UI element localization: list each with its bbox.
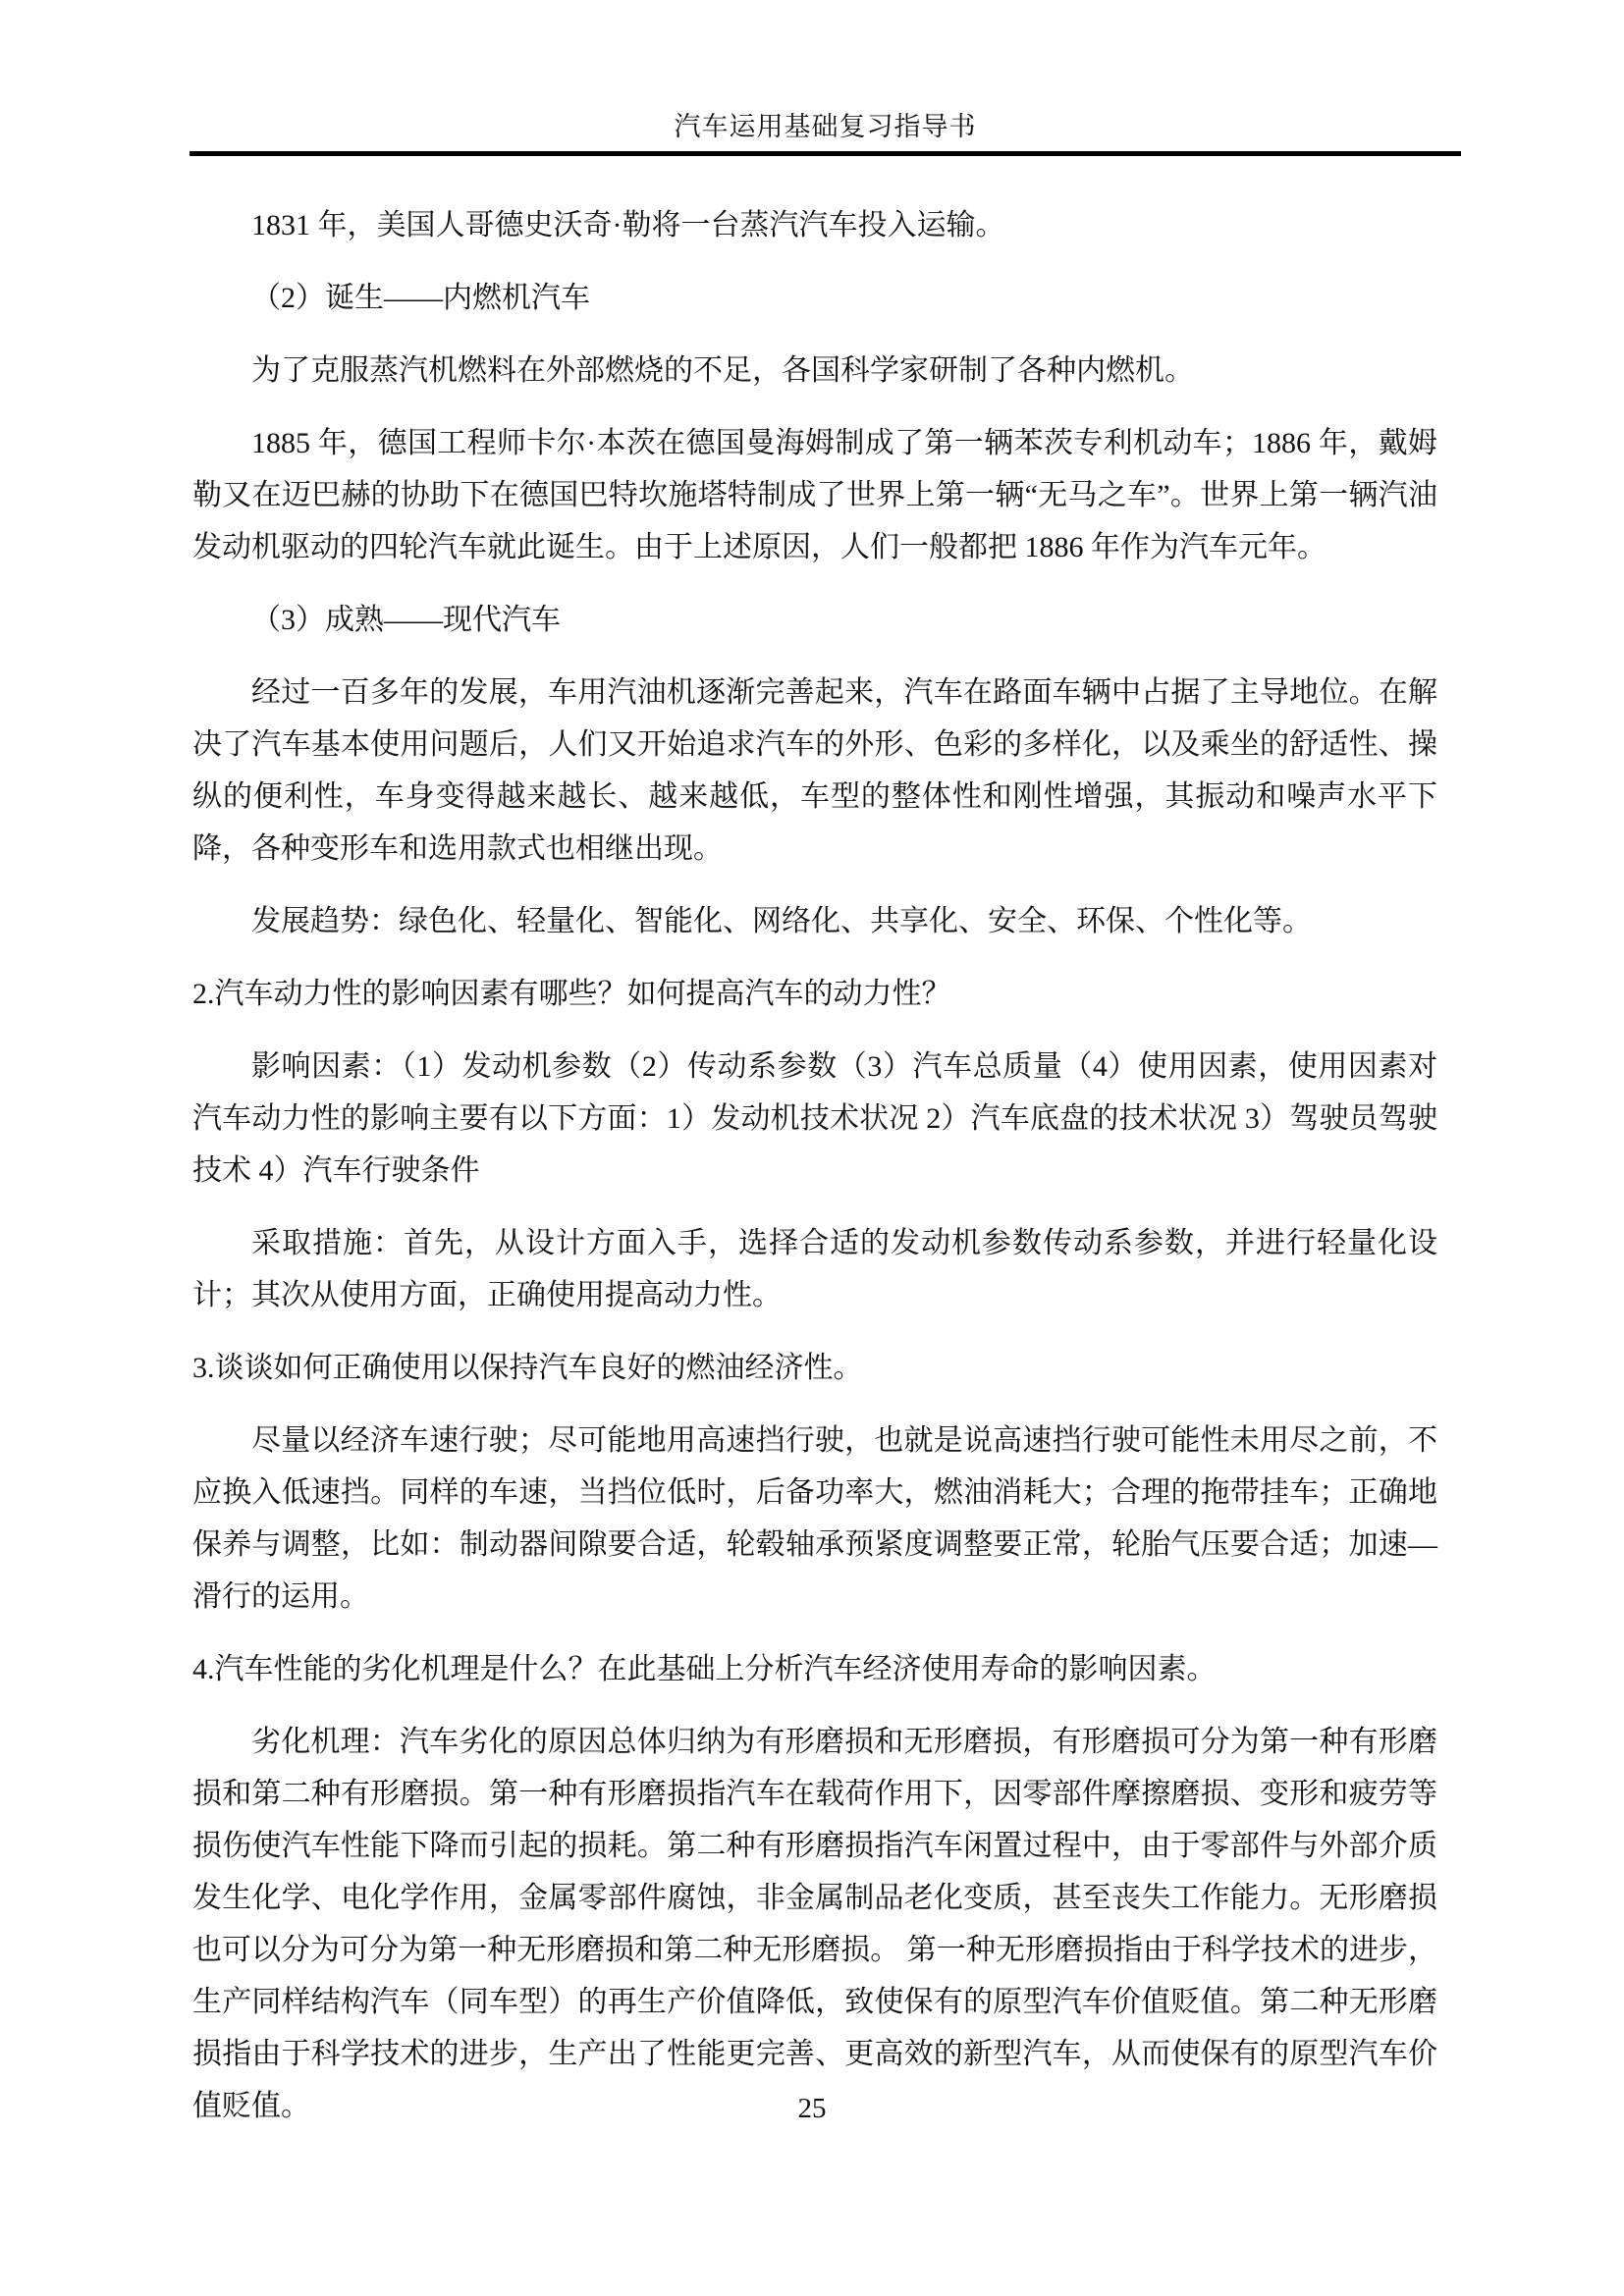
body-paragraph: 发展趋势：绿色化、轻量化、智能化、网络化、共享化、安全、环保、个性化等。 <box>251 905 1312 937</box>
question-heading: 2.汽车动力性的影响因素有哪些？如何提高汽车的动力性？ <box>192 978 951 1010</box>
body-paragraph: 尽量以经济车速行驶；尽可能地用高速挡行驶，也就是说高速挡行驶可能性未用尽之前，不应换入低速挡。同样的车速，当挡位低时，后备功率大，燃油消耗大；合理的拖带挂车；正确地保养与调整，比如：制动器间隙要合适，轮毂轴承预紧度调整要正常，轮胎气压要合适；加速—滑行的运用。 <box>192 1424 1437 1613</box>
body-paragraph: 为了克服蒸汽机燃料在外部燃烧的不足，各国科学家研制了各种内燃机。 <box>251 354 1194 387</box>
page-header-title: 汽车运用基础复习指导书 <box>674 112 977 141</box>
question-heading: 4.汽车性能的劣化机理是什么？在此基础上分析汽车经济使用寿命的影响因素。 <box>192 1653 1217 1685</box>
body-paragraph: 采取措施：首先，从设计方面入手，选择合适的发动机参数传动系参数，并进行轻量化设计；其次从使用方面，正确使用提高动力性。 <box>192 1227 1437 1311</box>
body-paragraph: （3）成熟——现代汽车 <box>251 604 561 636</box>
body-paragraph: 1885 年，德国工程师卡尔·本茨在德国曼海姆制成了第一辆苯茨专利机动车；1886 年，戴姆勒又在迈巴赫的协助下在德国巴特坎施塔特制成了世界上第一辆“无马之车”。世界上第一辆汽油发动机驱动的四轮汽车就此诞生。由于上述原因，人们一般都把 1886 年作为汽车元年。 <box>192 427 1437 563</box>
page-number: 25 <box>797 2093 827 2124</box>
body-paragraph: 影响因素：（1）发动机参数（2）传动系参数（3）汽车总质量（4）使用因素，使用因素对汽车动力性的影响主要有以下方面：1）发动机技术状况 2）汽车底盘的技术状况 3）驾驶员驾驶技术 4）汽车行驶条件 <box>192 1050 1437 1187</box>
header-divider <box>189 151 1461 156</box>
question-heading: 3.谈谈如何正确使用以保持汽车良好的燃油经济性。 <box>192 1352 863 1384</box>
body-paragraph: 劣化机理：汽车劣化的原因总体归纳为有形磨损和无形磨损，有形磨损可分为第一种有形磨损和第二种有形磨损。第一种有形磨损指汽车在载荷作用下，因零部件摩擦磨损、变形和疲劳等损伤使汽车性能下降而引起的损耗。第二种有形磨损指汽车闲置过程中，由于零部件与外部介质发生化学、电化学作用，金属零部件腐蚀，非金属制品老化变质，甚至丧失工作能力。无形磨损也可以分为可分为第一种无形磨损和第二种无形磨损。 第一种无形磨损指由于科学技术的进步，生产同样结构汽车（同车型）的再生产价值降低，致使保有的原型汽车价值贬值。第二种无形磨损指由于科学技术的进步，生产出了性能更完善、更高效的新型汽车，从而使保有的原型汽车价值贬值。 <box>192 1726 1437 2122</box>
document-body <box>192 199 1437 2153</box>
body-paragraph: （2）诞生——内燃机汽车 <box>251 282 590 314</box>
body-paragraph: 经过一百多年的发展，车用汽油机逐渐完善起来，汽车在路面车辆中占据了主导地位。在解决了汽车基本使用问题后，人们又开始追求汽车的外形、色彩的多样化，以及乘坐的舒适性、操纵的便利性，车身变得越来越长、越来越低，车型的整体性和刚性增强，其振动和噪声水平下降，各种变形车和选用款式也相继出现。 <box>192 676 1437 865</box>
body-paragraph: 1831 年，美国人哥德史沃奇·勒将一台蒸汽汽车投入运输。 <box>251 209 1005 241</box>
